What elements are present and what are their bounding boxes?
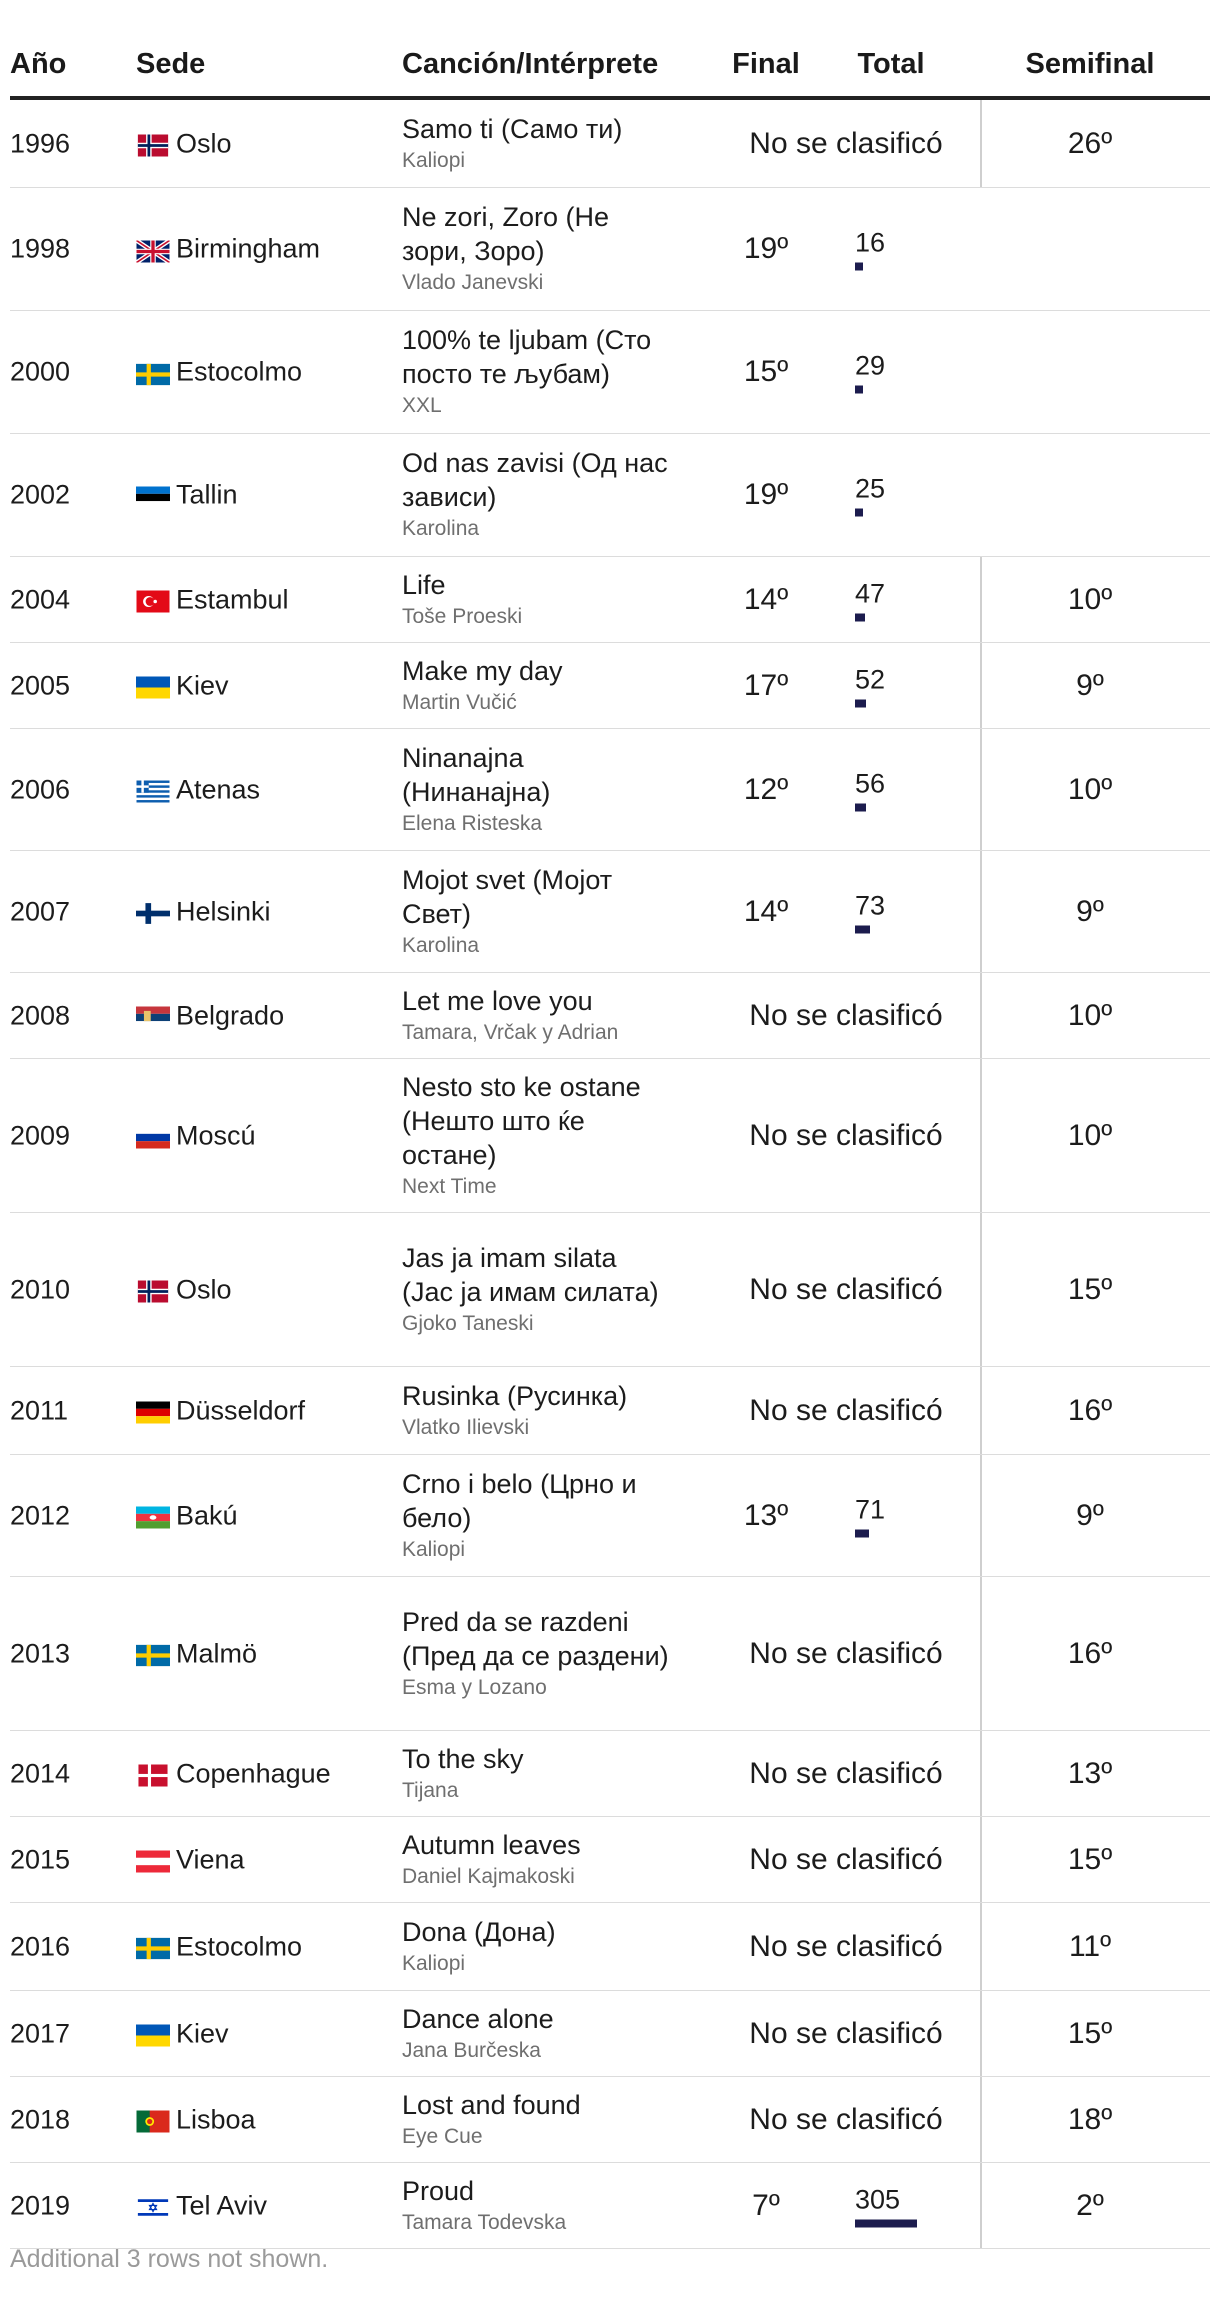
year-cell: 2005 xyxy=(10,670,71,700)
portugal-flag-icon xyxy=(136,2109,170,2131)
total-points: 305 xyxy=(855,2184,901,2214)
song-title: Make my day xyxy=(402,655,563,686)
table-row xyxy=(10,1731,1210,1817)
footnote: Additional 3 rows not shown. xyxy=(10,2245,329,2273)
total-cell xyxy=(855,2184,917,2227)
not-qualified-text: No se clasificó xyxy=(749,126,943,160)
song-cell xyxy=(402,2002,672,2066)
not-qualified-text: No se clasificó xyxy=(749,1272,943,1306)
song-title: Proud xyxy=(402,2175,475,2206)
semifinal-place: 10º xyxy=(1067,998,1113,1032)
venue-name: Kiev xyxy=(176,2018,229,2048)
table-row xyxy=(10,434,1210,557)
not-qualified-text: No se clasificó xyxy=(749,1636,943,1670)
artist-name: Martin Vučić xyxy=(402,690,517,714)
song-cell xyxy=(402,323,672,421)
song-title: Rusinka (Русинка) xyxy=(402,1380,628,1411)
venue-name: Belgrado xyxy=(176,1000,285,1030)
venue-cell xyxy=(136,670,229,701)
year-cell: 2000 xyxy=(10,356,71,387)
header-song[interactable]: Canción/Intérprete xyxy=(402,48,659,80)
denmark-flag-icon xyxy=(136,1763,170,1785)
norway-flag-icon xyxy=(136,1279,170,1301)
table-header xyxy=(10,36,1210,100)
year-cell: 2006 xyxy=(10,774,71,804)
song-title: 100% te ljubam (Сто посто те љубам) xyxy=(402,325,652,389)
total-cell xyxy=(855,578,885,621)
final-place: 13º xyxy=(743,1498,789,1532)
sweden-flag-icon xyxy=(136,1936,170,1958)
table-row xyxy=(10,1577,1210,1731)
total-points: 73 xyxy=(855,890,886,920)
venue-cell xyxy=(136,128,232,159)
venue-name: Tallin xyxy=(176,479,238,510)
song-cell xyxy=(402,2088,672,2152)
song-title: Crno i belo (Црно и бело) xyxy=(402,1468,637,1533)
artist-name: Kaliopi xyxy=(402,148,466,172)
not-qualified-text: No se clasificó xyxy=(749,1842,943,1876)
song-cell xyxy=(402,1070,672,1202)
artist-name: Toše Proeski xyxy=(402,604,523,628)
song-cell xyxy=(402,112,672,176)
semifinal-place: 10º xyxy=(1067,772,1113,806)
table-row xyxy=(10,851,1210,973)
song-cell xyxy=(402,200,672,298)
final-place: 15º xyxy=(743,355,789,388)
year-cell: 2002 xyxy=(10,479,71,510)
total-points: 71 xyxy=(855,1494,886,1524)
total-cell xyxy=(855,1494,885,1537)
not-qualified-text: No se clasificó xyxy=(749,1118,943,1152)
song-title: Od nas zavisi (Од нас зависи) xyxy=(402,448,668,512)
venue-cell xyxy=(136,2018,229,2049)
year-cell: 2017 xyxy=(10,2018,71,2048)
song-cell xyxy=(402,446,672,544)
song-cell xyxy=(402,741,672,839)
semifinal-place: 15º xyxy=(1067,2016,1113,2050)
semifinal-place: 2º xyxy=(1076,2188,1104,2222)
table-row xyxy=(10,188,1210,311)
year-cell: 2012 xyxy=(10,1500,71,1530)
year-cell: 2016 xyxy=(10,1931,71,1961)
artist-name: Kaliopi xyxy=(402,1537,466,1561)
table-row xyxy=(10,1991,1210,2077)
song-title: Jas ja imam silata (Јас ја имам силата) xyxy=(402,1242,659,1307)
greece-flag-icon xyxy=(136,779,170,801)
song-title: Ne zori, Zoro (Не зори, Зоро) xyxy=(402,202,610,266)
venue-cell xyxy=(136,2104,256,2135)
song-cell xyxy=(402,1605,672,1703)
table-row xyxy=(10,2077,1210,2163)
venue-cell xyxy=(136,234,320,265)
final-place: 7º xyxy=(752,2188,780,2222)
song-title: Lost and found xyxy=(402,2089,581,2120)
year-cell: 2018 xyxy=(10,2104,71,2134)
total-cell xyxy=(855,890,885,933)
semifinal-place: 9º xyxy=(1076,668,1104,702)
semifinal-place: 10º xyxy=(1067,582,1113,616)
year-cell: 2011 xyxy=(10,1395,69,1425)
total-points: 56 xyxy=(855,768,886,798)
song-cell xyxy=(402,1379,672,1443)
header-final[interactable]: Final xyxy=(732,48,800,80)
song-cell xyxy=(402,1742,672,1806)
year-cell: 2015 xyxy=(10,1844,71,1874)
venue-name: Tel Aviv xyxy=(176,2190,268,2220)
song-cell xyxy=(402,1467,672,1565)
total-bar xyxy=(855,2219,917,2227)
venue-name: Helsinki xyxy=(176,896,271,926)
serbia-flag-icon xyxy=(136,1005,170,1027)
final-place: 19º xyxy=(743,232,789,265)
header-venue[interactable]: Sede xyxy=(136,48,206,80)
total-cell xyxy=(855,664,885,707)
final-place: 17º xyxy=(743,668,789,702)
venue-cell xyxy=(136,1274,232,1305)
table-row xyxy=(10,311,1210,434)
song-title: Samo ti (Само ти) xyxy=(402,113,623,144)
song-title: Let me love you xyxy=(402,985,593,1016)
semifinal-place: 9º xyxy=(1076,1498,1104,1532)
table-row xyxy=(10,1213,1210,1367)
venue-name: Birmingham xyxy=(176,233,321,264)
venue-cell xyxy=(136,1395,305,1426)
venue-name: Estambul xyxy=(176,584,289,614)
venue-cell xyxy=(136,1844,245,1875)
venue-name: Viena xyxy=(176,1844,245,1874)
table-row xyxy=(10,1903,1210,1991)
total-cell xyxy=(855,228,885,271)
table-row xyxy=(10,973,1210,1059)
artist-name: Gjoko Taneski xyxy=(402,1311,534,1335)
artist-name: Karolina xyxy=(402,517,480,540)
table-row xyxy=(10,557,1210,643)
total-points: 52 xyxy=(855,664,886,694)
header-semifinal[interactable]: Semifinal xyxy=(1025,48,1155,80)
venue-cell xyxy=(136,480,238,511)
venue-name: Atenas xyxy=(176,774,261,804)
not-qualified-text: No se clasificó xyxy=(749,2102,943,2136)
artist-name: Vlado Janevski xyxy=(402,271,544,294)
song-title: To the sky xyxy=(402,1743,524,1774)
venue-cell xyxy=(136,1500,238,1531)
table-row xyxy=(10,1817,1210,1903)
estonia-flag-icon xyxy=(136,484,170,506)
semifinal-place: 13º xyxy=(1067,1756,1113,1790)
venue-name: Copenhague xyxy=(176,1758,331,1788)
header-total[interactable]: Total xyxy=(857,48,925,80)
not-qualified-text: No se clasificó xyxy=(749,1393,943,1427)
venue-name: Bakú xyxy=(176,1500,238,1530)
semifinal-place: 10º xyxy=(1067,1118,1113,1152)
artist-name: Jana Burčeska xyxy=(402,2038,541,2062)
song-cell xyxy=(402,568,672,632)
venue-cell xyxy=(136,2190,267,2221)
table-row xyxy=(10,643,1210,729)
norway-flag-icon xyxy=(136,133,170,155)
venue-name: Oslo xyxy=(176,128,232,158)
year-cell: 2008 xyxy=(10,1000,71,1030)
ukraine-flag-icon xyxy=(136,2023,170,2045)
artist-name: Tamara Todevska xyxy=(402,2210,567,2234)
israel-flag-icon xyxy=(136,2195,170,2217)
semifinal-place: 15º xyxy=(1067,1842,1113,1876)
venue-name: Lisboa xyxy=(176,2104,256,2134)
total-points: 25 xyxy=(855,473,886,504)
total-bar xyxy=(855,386,863,394)
artist-name: Eye Cue xyxy=(402,2124,483,2148)
song-cell xyxy=(402,1241,672,1339)
total-bar xyxy=(855,509,863,517)
total-cell xyxy=(855,768,885,811)
finland-flag-icon xyxy=(136,901,170,923)
artist-name: Kaliopi xyxy=(402,1951,466,1975)
artist-name: XXL xyxy=(402,394,442,417)
venue-cell xyxy=(136,584,289,615)
final-place: 14º xyxy=(743,894,789,928)
total-cell xyxy=(855,351,885,394)
total-bar xyxy=(855,263,863,271)
year-cell: 2019 xyxy=(10,2190,71,2220)
total-bar xyxy=(855,925,870,933)
not-qualified-text: No se clasificó xyxy=(749,1929,943,1963)
table-body xyxy=(10,100,1210,2249)
venue-name: Estocolmo xyxy=(176,1931,303,1961)
year-cell: 2004 xyxy=(10,584,71,614)
total-bar xyxy=(855,1529,869,1537)
song-title: Ninanajna (Нинанајна) xyxy=(402,742,551,807)
venue-name: Oslo xyxy=(176,1274,232,1304)
song-title: Pred da se razdeni (Пред да се раздени) xyxy=(402,1606,669,1671)
russia-flag-icon xyxy=(136,1125,170,1147)
artist-name: Karolina xyxy=(402,933,480,957)
not-qualified-text: No se clasificó xyxy=(749,998,943,1032)
venue-name: Düsseldorf xyxy=(176,1395,306,1425)
austria-flag-icon xyxy=(136,1849,170,1871)
song-title: Dona (Дона) xyxy=(402,1916,556,1947)
song-title: Mojot svet (Мојот Свет) xyxy=(402,864,613,929)
venue-cell xyxy=(136,896,271,927)
uk-flag-icon xyxy=(136,238,170,260)
song-title: Autumn leaves xyxy=(402,1829,581,1860)
song-cell xyxy=(402,1915,672,1979)
song-title: Dance alone xyxy=(402,2003,554,2034)
artist-name: Esma y Lozano xyxy=(402,1675,547,1699)
total-cell xyxy=(855,474,885,517)
song-cell xyxy=(402,2174,672,2238)
sweden-flag-icon xyxy=(136,361,170,383)
year-cell: 1996 xyxy=(10,128,71,158)
final-place: 12º xyxy=(743,772,789,806)
final-place: 19º xyxy=(743,478,789,511)
artist-name: Elena Risteska xyxy=(402,811,543,835)
semifinal-place: 9º xyxy=(1076,894,1104,928)
venue-cell xyxy=(136,357,302,388)
table-row xyxy=(10,1455,1210,1577)
artist-name: Tijana xyxy=(402,1778,459,1802)
total-points: 16 xyxy=(855,227,886,258)
venue-name: Moscú xyxy=(176,1120,256,1150)
song-cell xyxy=(402,863,672,961)
venue-cell xyxy=(136,1000,284,1031)
germany-flag-icon xyxy=(136,1400,170,1422)
venue-name: Malmö xyxy=(176,1638,258,1668)
ukraine-flag-icon xyxy=(136,675,170,697)
venue-cell xyxy=(136,1758,331,1789)
venue-cell xyxy=(136,1638,257,1669)
song-cell xyxy=(402,654,672,718)
song-cell xyxy=(402,984,672,1048)
final-place: 14º xyxy=(743,582,789,616)
artist-name: Tamara, Vrčak y Adrian xyxy=(402,1020,619,1044)
table-row xyxy=(10,1059,1210,1213)
venue-cell xyxy=(136,1931,302,1962)
song-title: Nesto sto ke ostane (Нешто што ќе остане) xyxy=(402,1071,641,1170)
artist-name: Daniel Kajmakoski xyxy=(402,1864,575,1888)
turkey-flag-icon xyxy=(136,589,170,611)
results-table xyxy=(10,36,1210,2249)
venue-name: Estocolmo xyxy=(176,356,303,387)
table-row xyxy=(10,2163,1210,2249)
artist-name: Vlatko Ilievski xyxy=(402,1415,530,1439)
total-points: 29 xyxy=(855,350,886,381)
artist-name: Next Time xyxy=(402,1174,497,1198)
semifinal-place: 26º xyxy=(1067,126,1113,160)
table-row xyxy=(10,1367,1210,1455)
total-bar xyxy=(855,699,866,707)
sweden-flag-icon xyxy=(136,1643,170,1665)
azerbaijan-flag-icon xyxy=(136,1505,170,1527)
song-cell xyxy=(402,1828,672,1892)
venue-cell xyxy=(136,774,260,805)
semifinal-place: 11º xyxy=(1068,1929,1112,1963)
header-year[interactable]: Año xyxy=(10,48,67,80)
year-cell: 2014 xyxy=(10,1758,71,1788)
semifinal-place: 18º xyxy=(1067,2102,1113,2136)
table-row xyxy=(10,100,1210,188)
not-qualified-text: No se clasificó xyxy=(749,1756,943,1790)
song-title: Life xyxy=(402,569,446,600)
semifinal-place: 16º xyxy=(1067,1393,1113,1427)
semifinal-place: 15º xyxy=(1067,1272,1113,1306)
table-row xyxy=(10,729,1210,851)
year-cell: 2010 xyxy=(10,1274,71,1304)
year-cell: 2007 xyxy=(10,896,71,926)
not-qualified-text: No se clasificó xyxy=(749,2016,943,2050)
total-bar xyxy=(855,803,866,811)
year-cell: 2009 xyxy=(10,1120,71,1150)
semifinal-place: 16º xyxy=(1067,1636,1113,1670)
venue-cell xyxy=(136,1120,256,1151)
venue-name: Kiev xyxy=(176,670,229,700)
year-cell: 1998 xyxy=(10,233,71,264)
year-cell: 2013 xyxy=(10,1638,71,1668)
total-bar xyxy=(855,613,865,621)
total-points: 47 xyxy=(855,578,886,608)
